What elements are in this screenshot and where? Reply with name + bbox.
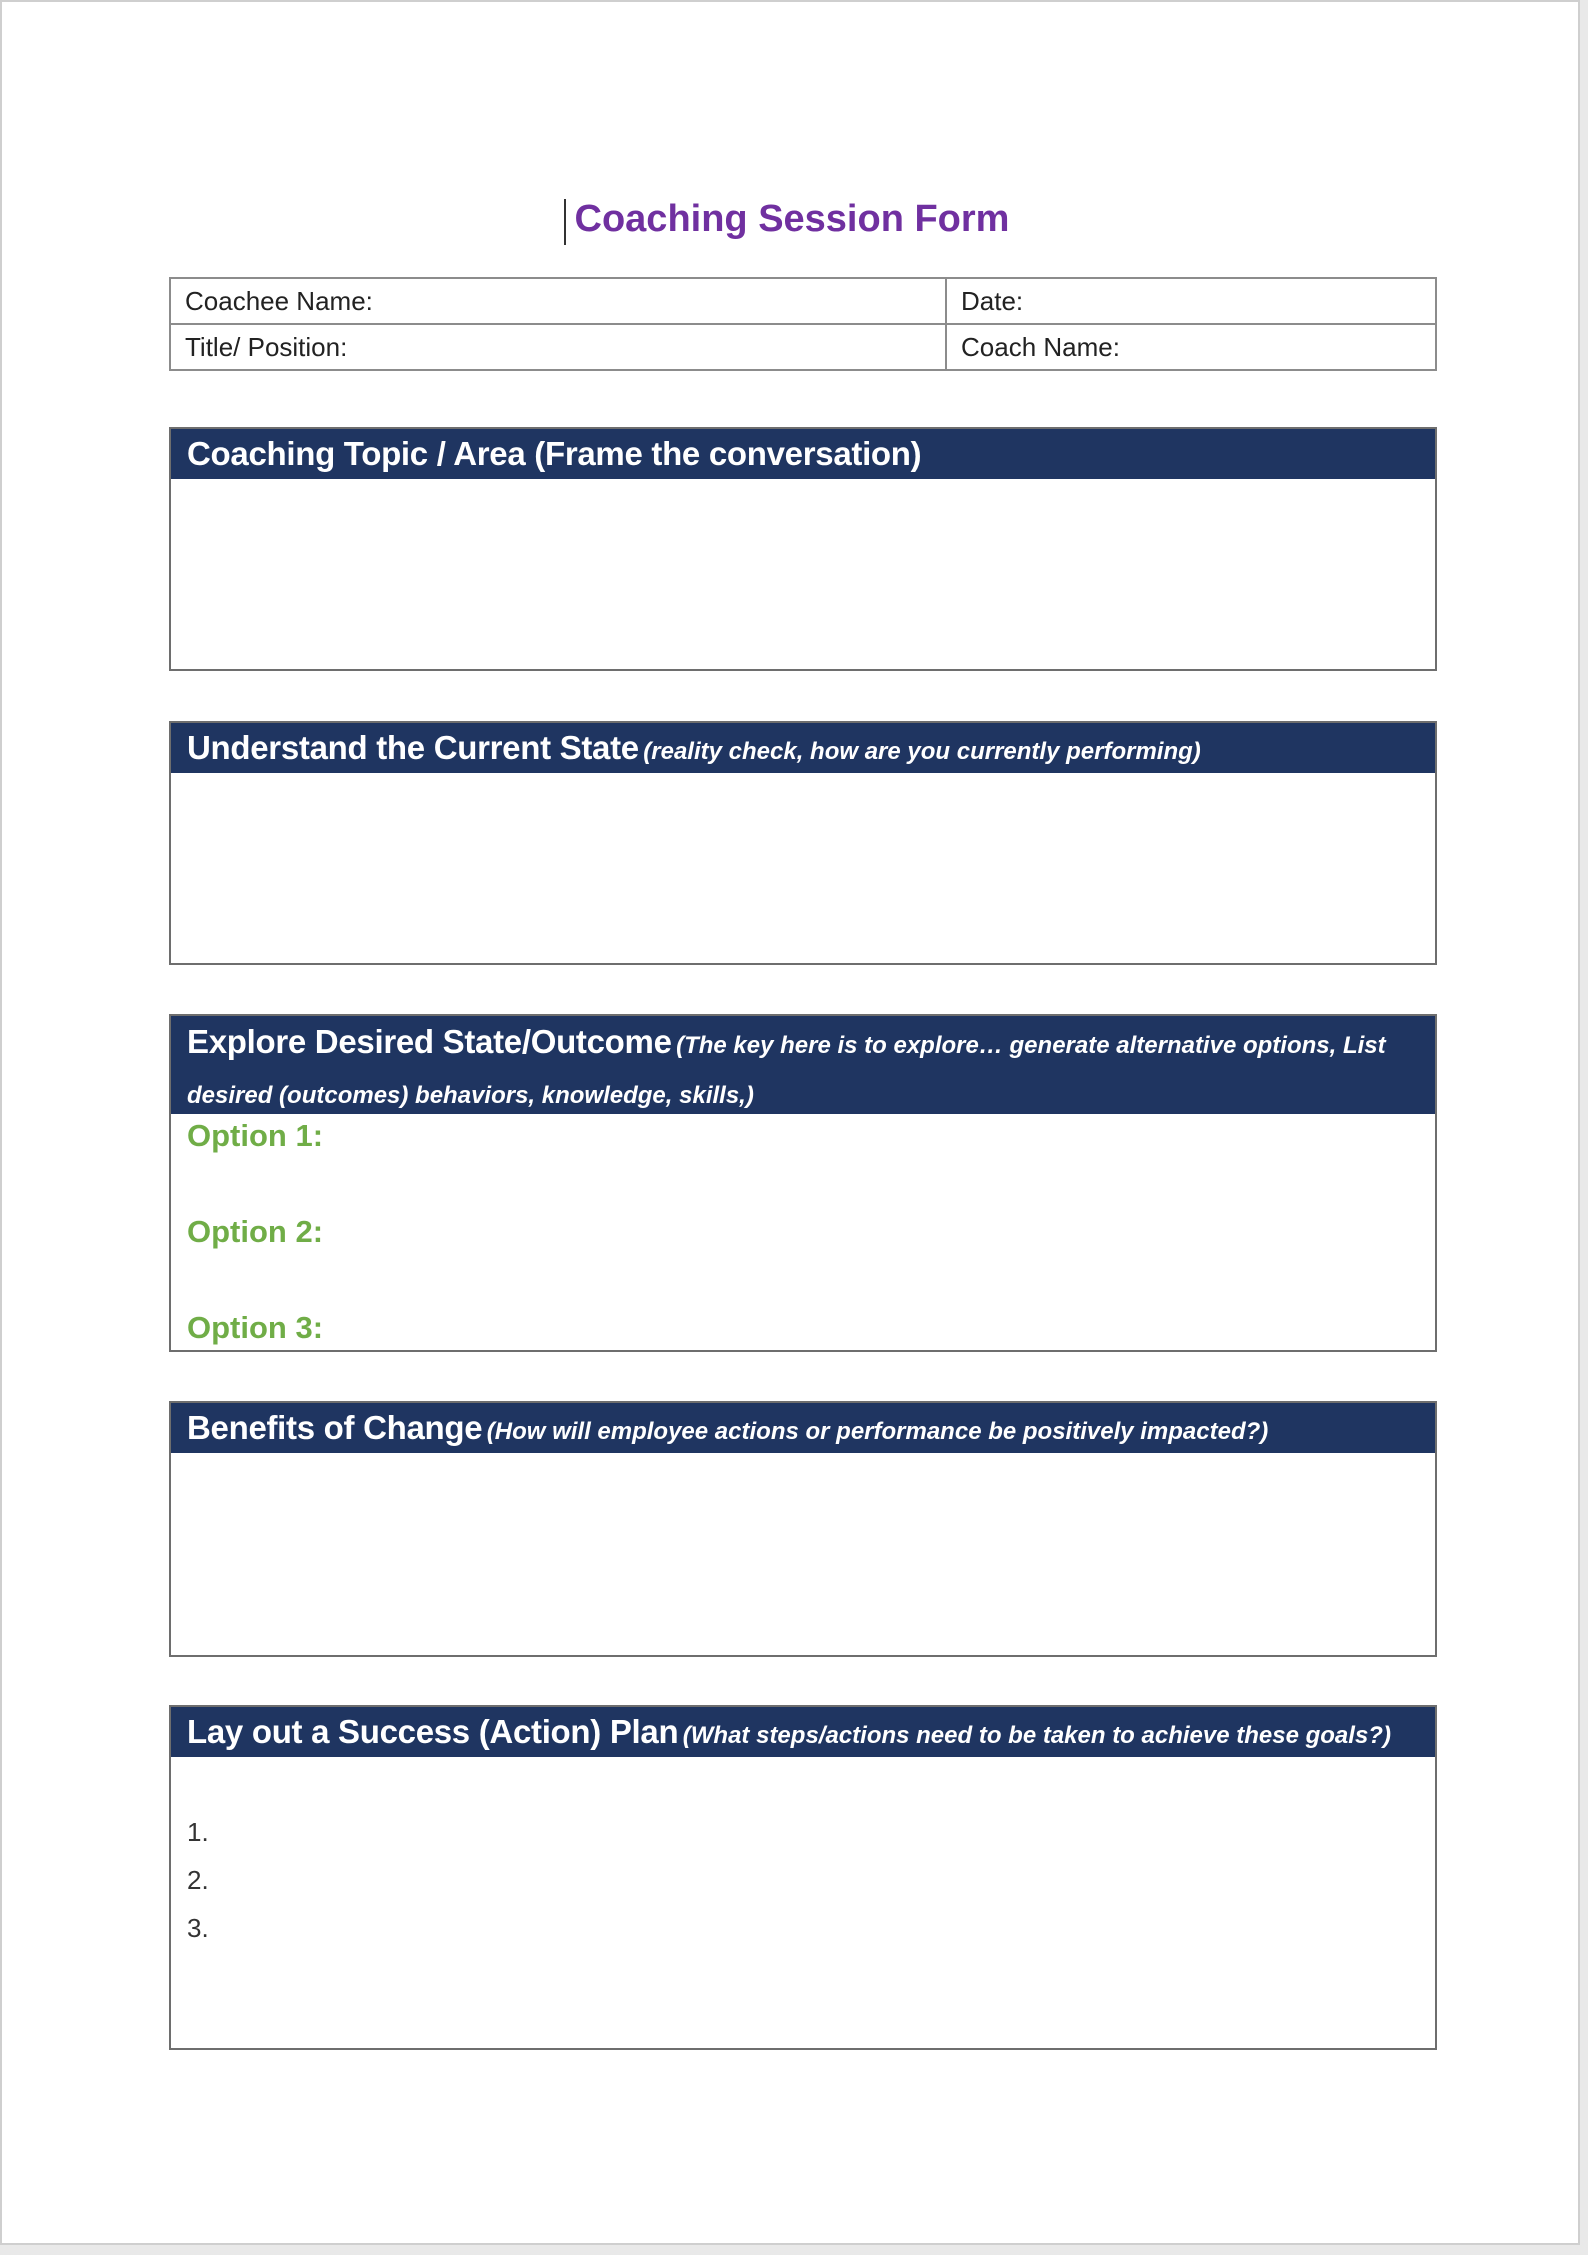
coachee-name-label: Coachee Name: bbox=[185, 285, 373, 316]
info-table bbox=[169, 277, 1437, 371]
date-field[interactable] bbox=[946, 278, 1436, 324]
plan-item-1: 1. bbox=[187, 1817, 209, 1847]
section-title-topic: Coaching Topic / Area (Frame the conversation) bbox=[187, 435, 922, 472]
coachee-name-field[interactable] bbox=[170, 278, 946, 324]
plan-item-2: 2. bbox=[187, 1865, 209, 1895]
section-header-current-state bbox=[171, 723, 1435, 773]
section-title-desired-state: Explore Desired State/Outcome bbox=[187, 1023, 672, 1060]
plan-item-3: 3. bbox=[187, 1913, 209, 1943]
section-title-current-state: Understand the Current State bbox=[187, 729, 639, 766]
section-header-desired-state bbox=[171, 1016, 1435, 1114]
section-title-benefits: Benefits of Change bbox=[187, 1409, 483, 1446]
option-3-label: Option 3: bbox=[187, 1310, 324, 1345]
option-1-label: Option 1: bbox=[187, 1118, 324, 1153]
document-title: Coaching Session Form bbox=[574, 198, 1010, 240]
topic-write-area[interactable] bbox=[171, 479, 1435, 669]
section-benefits bbox=[169, 1401, 1437, 1657]
benefits-write-area[interactable] bbox=[171, 1453, 1435, 1655]
title-position-label: Title/ Position: bbox=[185, 331, 348, 362]
section-desired-state bbox=[169, 1014, 1437, 1352]
action-plan-write-area[interactable] bbox=[171, 1757, 1435, 2048]
option-2-label: Option 2: bbox=[187, 1214, 324, 1249]
info-row-1 bbox=[170, 278, 1436, 324]
title-position-field[interactable] bbox=[170, 324, 946, 370]
desired-state-write-area[interactable] bbox=[171, 1114, 1435, 1350]
section-subtitle-desired-state: (The key here is to explore… generate alternative options, List desired (outcomes) behaviors, knowledge, skills,) bbox=[187, 1032, 1386, 1109]
section-header-topic bbox=[171, 429, 1435, 479]
date-label: Date: bbox=[961, 285, 1024, 316]
info-row-2 bbox=[170, 324, 1436, 370]
section-coaching-topic bbox=[169, 427, 1437, 671]
section-subtitle-benefits: (How will employee actions or performance be positively impacted?) bbox=[486, 1418, 1269, 1445]
section-title-action-plan: Lay out a Success (Action) Plan bbox=[187, 1713, 679, 1750]
coach-name-field[interactable] bbox=[946, 324, 1436, 370]
section-header-action-plan bbox=[171, 1707, 1435, 1757]
coach-name-label: Coach Name: bbox=[961, 331, 1120, 362]
section-header-benefits bbox=[171, 1403, 1435, 1453]
section-action-plan bbox=[169, 1705, 1437, 2050]
section-current-state bbox=[169, 721, 1437, 965]
section-subtitle-action-plan: (What steps/actions need to be taken to achieve these goals?) bbox=[682, 1722, 1391, 1749]
current-state-write-area[interactable] bbox=[171, 773, 1435, 963]
section-subtitle-current-state: (reality check, how are you currently performing) bbox=[643, 738, 1201, 765]
